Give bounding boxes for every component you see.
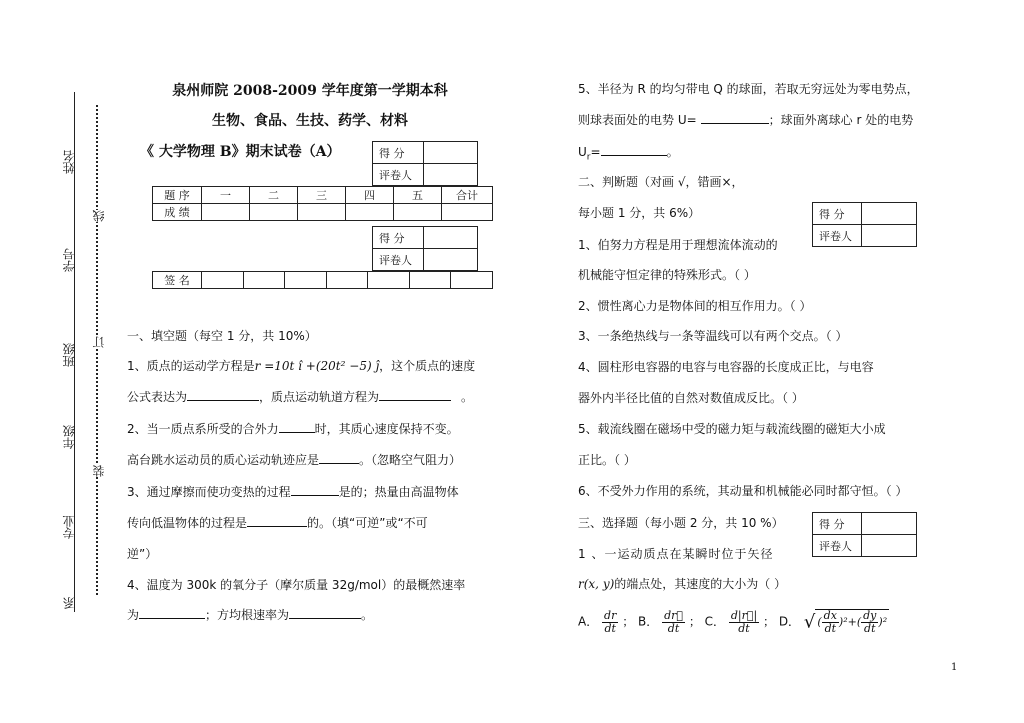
- judge-2: 2、惯性离心力是物体间的相互作用力。（ ）: [578, 299, 812, 313]
- sign-cell[interactable]: [368, 272, 410, 289]
- score-cell[interactable]: [442, 204, 493, 221]
- section2-title: 二、判断题（对画 √，错画×，: [578, 175, 744, 189]
- option-b-label: ； B．: [622, 614, 659, 629]
- choice-1-line1: [578, 545, 773, 562]
- c1-equation: r(x, y): [578, 577, 615, 591]
- page-number: 1: [951, 662, 958, 673]
- q1-text-b: ，这个质点的速度: [379, 359, 476, 373]
- exam-title-line3: 《 大学物理 B》期末试卷（A）: [140, 144, 341, 160]
- score-table-header: 题 序: [153, 187, 202, 204]
- score-label: 得 分: [373, 142, 424, 164]
- score-label: 得 分: [813, 203, 862, 225]
- q5-subscript: r: [586, 152, 591, 163]
- sign-cell[interactable]: [409, 272, 451, 289]
- score-cell[interactable]: [250, 204, 298, 221]
- option-a-label: A．: [578, 614, 599, 629]
- score-table-header: 五: [394, 187, 442, 204]
- question-1-line1: [127, 357, 475, 374]
- question-3-line2: [127, 514, 428, 531]
- choice-1-line2: [578, 575, 786, 592]
- score-cell[interactable]: [394, 204, 442, 221]
- question-3-line3: 逆”）: [127, 547, 158, 561]
- grader-label: 评卷人: [813, 535, 862, 557]
- q4-text-c: ；方均根速率为: [205, 608, 290, 622]
- question-1-line2: [127, 388, 473, 405]
- score-cell[interactable]: [346, 204, 394, 221]
- score-table-header: 合计: [442, 187, 493, 204]
- option-c-formula[interactable]: $\frac{d|r⃗|}{dt}$: [730, 608, 758, 635]
- question-3-line1: [127, 483, 459, 500]
- q4-blank-rms[interactable]: [289, 606, 361, 619]
- q2-text-b: 时，其质心速度保持不变。: [314, 422, 459, 436]
- side-label-xi: 系: [62, 597, 76, 609]
- sign-cell[interactable]: [326, 272, 368, 289]
- q3-text-d: 的。（填“可逆”或“不可: [307, 516, 428, 530]
- binding-dotted-line: [96, 105, 98, 595]
- q5-text-f: 。: [666, 145, 679, 159]
- side-label-nianji: 年级: [62, 425, 76, 449]
- score-cell[interactable]: [298, 204, 346, 221]
- q3-blank-heat-flow[interactable]: [247, 514, 307, 527]
- binding-label-zhuang: 装: [92, 465, 106, 477]
- q1-blank-velocity[interactable]: [187, 388, 259, 401]
- q4-blank-most-probable[interactable]: [139, 606, 205, 619]
- sign-table: [152, 271, 493, 289]
- score-cell[interactable]: [424, 142, 478, 164]
- binding-label-ding: 订: [92, 336, 106, 348]
- q2-text-d: 。（忽略空气阻力）: [359, 453, 462, 467]
- score-cell[interactable]: [202, 204, 250, 221]
- grader-label: 评卷人: [373, 164, 424, 186]
- q1-blank-trajectory[interactable]: [379, 388, 451, 401]
- c1-text-a: 1 、一运动质点在某瞬时位于矢径: [578, 547, 774, 561]
- sign-label: 签 名: [153, 272, 202, 289]
- q1-text-c: 公式表达为: [127, 390, 188, 404]
- q2-text-a: 2、当一质点系所受的合外力: [127, 422, 279, 436]
- side-label-name: 姓名: [62, 150, 76, 174]
- score-cell[interactable]: [424, 227, 478, 249]
- option-c-label: ； C．: [688, 614, 726, 629]
- score-label: 得 分: [373, 227, 424, 249]
- section1-title: 一、填空题（每空 1 分，共 10%）: [127, 329, 317, 343]
- q4-text-d: 。: [361, 608, 374, 622]
- q3-text-b: 是的；热量由高温物体: [338, 485, 459, 499]
- q1-text-e: 。: [461, 390, 474, 404]
- q2-blank-force[interactable]: [279, 420, 315, 433]
- q2-blank-trajectory[interactable]: [319, 451, 359, 464]
- choice-1-options: [578, 609, 889, 635]
- side-label-banji: 班级: [62, 343, 76, 367]
- score-box-mid: [372, 226, 478, 271]
- q5-text-e: =: [590, 145, 601, 159]
- sign-cell[interactable]: [285, 272, 327, 289]
- exam-title-line1: 泉州师院 2008-2009 学年度第一学期本科: [172, 83, 448, 99]
- q1-text-d: ，质点运动轨道方程为: [259, 390, 380, 404]
- sign-cell[interactable]: [451, 272, 493, 289]
- q5-text-d: U: [578, 145, 587, 159]
- c1-text-b: 的端点处，其速度的大小为（ ）: [614, 577, 787, 591]
- question-4-line1: 4、温度为 300k 的氧分子（摩尔质量 32g/mol）的最概然速率: [127, 578, 466, 592]
- score-box-top: [372, 141, 478, 186]
- grader-label: 评卷人: [373, 249, 424, 271]
- grader-cell[interactable]: [424, 164, 478, 186]
- question-5-line3: [578, 143, 679, 162]
- judge-1-line2: 机械能守恒定律的特殊形式。（ ）: [578, 268, 756, 282]
- q3-text-a: 3、通过摩擦而使功变热的过程: [127, 485, 291, 499]
- q2-text-c: 高台跳水运动员的质心运动轨迹应是: [127, 453, 320, 467]
- score-table-header: 一: [202, 187, 250, 204]
- side-label-zhuanye: 专业: [62, 515, 76, 539]
- section2-subtitle: 每小题 1 分，共 6%）: [578, 206, 701, 220]
- score-box-section2: [812, 202, 917, 247]
- score-cell[interactable]: [862, 203, 917, 225]
- option-d-label: ； D．: [763, 614, 801, 629]
- side-label-xuehao: 学号: [62, 248, 76, 272]
- binding-label-xian: 线: [92, 210, 106, 222]
- score-cell[interactable]: [862, 513, 917, 535]
- question-5-line2: [578, 111, 913, 128]
- q5-text-b: 则球表面处的电势 U=: [578, 113, 697, 127]
- q4-text-b: 为: [127, 608, 140, 622]
- sign-cell[interactable]: [243, 272, 285, 289]
- score-table-header: 四: [346, 187, 394, 204]
- question-4-line2: [127, 606, 373, 623]
- judge-4-line2: 器外内半径比值的自然对数值成反比。（ ）: [578, 391, 804, 405]
- q5-text-c: ；球面外离球心 r 处的电势: [768, 113, 914, 127]
- q1-equation: r =10t î +(20t² −5) ĵ: [254, 359, 380, 373]
- q3-blank-work-heat[interactable]: [291, 483, 339, 496]
- option-d-formula[interactable]: √ ( $\frac{dx}{dt}$ )²+( $\frac{dy}{dt}$ )²: [803, 609, 888, 635]
- score-table: [152, 186, 493, 221]
- judge-6: 6、不受外力作用的系统，其动量和机械能必同时都守恒。（ ）: [578, 484, 908, 498]
- score-table-header: 二: [250, 187, 298, 204]
- judge-1-line1: 1、伯努力方程是用于理想流体流动的: [578, 238, 778, 252]
- judge-3: 3、一条绝热线与一条等温线可以有两个交点。（ ）: [578, 329, 848, 343]
- score-table-header: 三: [298, 187, 346, 204]
- grader-cell[interactable]: [862, 225, 917, 247]
- score-label: 得 分: [813, 513, 862, 535]
- grader-cell[interactable]: [862, 535, 917, 557]
- judge-4-line1: 4、圆柱形电容器的电容与电容器的长度成正比，与电容: [578, 360, 874, 374]
- question-2-line1: [127, 420, 459, 437]
- option-a-formula[interactable]: $\frac{dr}{dt}$: [604, 608, 617, 635]
- q5-blank-surface-potential[interactable]: [701, 111, 769, 124]
- judge-5-line1: 5、载流线圈在磁场中受的磁力矩与载流线圈的磁矩大小成: [578, 422, 886, 436]
- exam-title-line2: 生物、食品、生技、药学、材料: [212, 113, 408, 129]
- q1-text-a: 1、质点的运动学方程是: [127, 359, 255, 373]
- option-b-formula[interactable]: $\frac{dr⃗}{dt}$: [664, 608, 683, 635]
- score-box-section3: [812, 512, 917, 557]
- q3-text-c: 传向低温物体的过程是: [127, 516, 248, 530]
- question-5-line1: 5、半径为 R 的均匀带电 Q 的球面，若取无穷远处为零电势点，: [578, 82, 919, 96]
- question-2-line2: [127, 451, 461, 468]
- judge-5-line2: 正比。（ ）: [578, 453, 636, 467]
- grader-label: 评卷人: [813, 225, 862, 247]
- q5-blank-outer-potential[interactable]: [601, 143, 667, 156]
- score-table-row-label: 成 绩: [153, 204, 202, 221]
- grader-cell[interactable]: [424, 249, 478, 271]
- section3-title: 三、选择题（每小题 2 分，共 10 %）: [578, 516, 784, 530]
- sign-cell[interactable]: [202, 272, 244, 289]
